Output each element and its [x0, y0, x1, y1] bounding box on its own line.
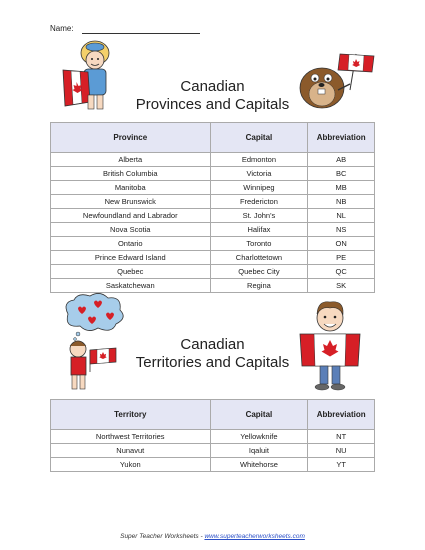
abbreviation-cell: AB — [308, 153, 375, 167]
provinces-title — [0, 78, 425, 114]
province-cell: Manitoba — [51, 181, 211, 195]
name-field-line[interactable] — [82, 33, 200, 34]
provinces-title-line2: Provinces and Capitals — [135, 96, 290, 113]
province-cell: Ontario — [51, 237, 211, 251]
capital-cell: Edmonton — [210, 153, 308, 167]
territory-cell: Yukon — [51, 458, 211, 472]
boy-holding-flag-illustration — [298, 300, 362, 392]
abbreviation-cell: NL — [308, 209, 375, 223]
name-label: Name: — [50, 24, 74, 33]
provinces-title-line1: Canadian — [180, 78, 245, 95]
table-row — [51, 265, 375, 279]
table-row — [51, 153, 375, 167]
territories-table — [50, 399, 375, 472]
province-cell: Newfoundland and Labrador — [51, 209, 211, 223]
table-row — [51, 223, 375, 237]
territory-cell: Nunavut — [51, 444, 211, 458]
abbreviation-cell: NS — [308, 223, 375, 237]
abbreviation-cell: ON — [308, 237, 375, 251]
abbreviation-cell: SK — [308, 279, 375, 293]
table-row — [51, 444, 375, 458]
table-row — [51, 209, 375, 223]
capital-cell: Winnipeg — [210, 181, 308, 195]
territories-table-header-row — [51, 400, 375, 430]
province-cell: British Columbia — [51, 167, 211, 181]
table-row — [51, 181, 375, 195]
abbreviation-cell: YT — [308, 458, 375, 472]
column-header-capital: Capital — [210, 123, 308, 153]
footer-brand: Super Teacher Worksheets — [120, 533, 199, 540]
table-row — [51, 458, 375, 472]
capital-cell: Fredericton — [210, 195, 308, 209]
province-cell: Prince Edward Island — [51, 251, 211, 265]
abbreviation-cell: PE — [308, 251, 375, 265]
capital-cell: Regina — [210, 279, 308, 293]
abbreviation-cell: MB — [308, 181, 375, 195]
province-cell: New Brunswick — [51, 195, 211, 209]
table-row — [51, 279, 375, 293]
capital-cell: Halifax — [210, 223, 308, 237]
territory-cell: Northwest Territories — [51, 430, 211, 444]
column-header-abbreviation: Abbreviation — [308, 400, 375, 430]
column-header-abbreviation: Abbreviation — [308, 123, 375, 153]
abbreviation-cell: NB — [308, 195, 375, 209]
table-row — [51, 430, 375, 444]
territories-title-line1: Canadian — [180, 336, 245, 353]
provinces-table-header-row — [51, 123, 375, 153]
column-header-territory: Territory — [51, 400, 211, 430]
column-header-capital: Capital — [210, 400, 308, 430]
abbreviation-cell: QC — [308, 265, 375, 279]
capital-cell: Quebec City — [210, 265, 308, 279]
footer-website-link[interactable]: www.superteacherworksheets.com — [204, 533, 305, 540]
capital-cell: Toronto — [210, 237, 308, 251]
table-row — [51, 251, 375, 265]
capital-cell: Whitehorse — [210, 458, 308, 472]
capital-cell: Victoria — [210, 167, 308, 181]
capital-cell: St. John's — [210, 209, 308, 223]
provinces-table — [50, 122, 375, 293]
table-row — [51, 237, 375, 251]
province-cell: Saskatchewan — [51, 279, 211, 293]
footer — [0, 533, 425, 540]
capital-cell: Charlottetown — [210, 251, 308, 265]
province-cell: Quebec — [51, 265, 211, 279]
abbreviation-cell: NT — [308, 430, 375, 444]
capital-cell: Yellowknife — [210, 430, 308, 444]
table-row — [51, 195, 375, 209]
territories-title-line2: Territories and Capitals — [135, 354, 290, 371]
province-cell: Alberta — [51, 153, 211, 167]
column-header-province: Province — [51, 123, 211, 153]
abbreviation-cell: BC — [308, 167, 375, 181]
table-row — [51, 167, 375, 181]
province-cell: Nova Scotia — [51, 223, 211, 237]
abbreviation-cell: NU — [308, 444, 375, 458]
capital-cell: Iqaluit — [210, 444, 308, 458]
footer-separator: - — [200, 533, 203, 540]
